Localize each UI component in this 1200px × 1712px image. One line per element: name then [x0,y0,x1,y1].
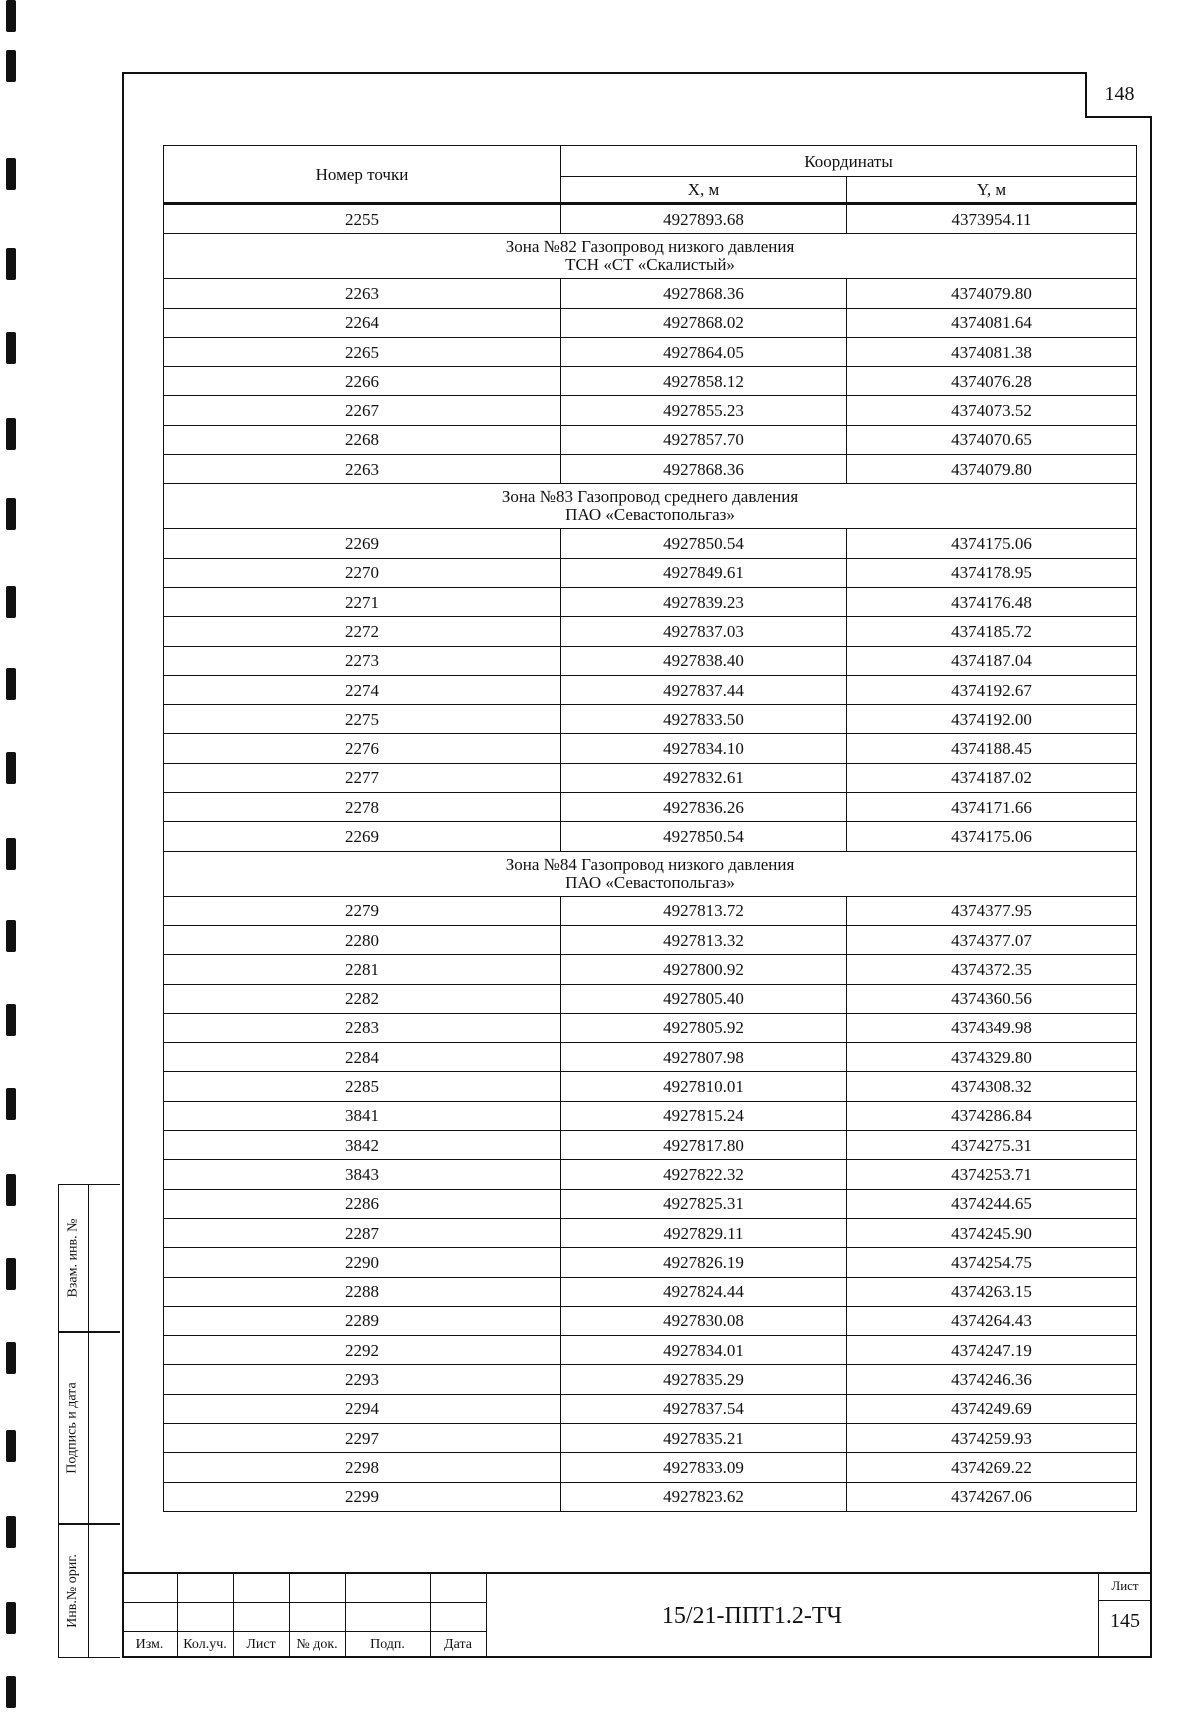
y-coordinate-cell: 4373954.11 [847,204,1137,234]
header-coordinates: Координаты [561,146,1137,177]
y-coordinate-cell: 4374079.80 [847,455,1137,484]
y-coordinate-cell: 4374176.48 [847,587,1137,616]
point-number-cell: 2276 [164,734,561,763]
zone-row [164,484,1137,529]
binder-mark [6,838,16,870]
x-coordinate-cell: 4927868.36 [561,455,847,484]
y-coordinate-cell: 4374076.28 [847,367,1137,396]
x-coordinate-cell: 4927822.32 [561,1160,847,1189]
top-page-number: 148 [1085,72,1152,118]
y-coordinate-cell: 4374185.72 [847,617,1137,646]
table-row [164,675,1137,704]
x-coordinate-cell: 4927823.62 [561,1482,847,1511]
caption-kol-uch: Кол.уч. [183,1637,227,1652]
table-row [164,646,1137,675]
x-coordinate-cell: 4927858.12 [561,367,847,396]
table-row [164,529,1137,558]
table-row [164,1218,1137,1247]
x-coordinate-cell: 4927855.23 [561,396,847,425]
table-row [164,308,1137,337]
point-number-cell: 2294 [164,1394,561,1423]
title-block [122,1572,1152,1658]
point-number-cell: 2292 [164,1336,561,1365]
table-row [164,587,1137,616]
table-row [164,1131,1137,1160]
y-coordinate-cell: 4374377.95 [847,896,1137,925]
x-coordinate-cell: 4927857.70 [561,425,847,454]
y-coordinate-cell: 4374254.75 [847,1248,1137,1277]
binder-mark [6,1516,16,1548]
point-number-cell: 2290 [164,1248,561,1277]
table-row [164,396,1137,425]
y-coordinate-cell: 4374070.65 [847,425,1137,454]
x-coordinate-cell: 4927838.40 [561,646,847,675]
header-point-number: Номер точки [164,146,561,204]
x-coordinate-cell: 4927805.92 [561,1013,847,1042]
y-coordinate-cell: 4374247.19 [847,1336,1137,1365]
x-coordinate-cell: 4927829.11 [561,1218,847,1247]
table-row [164,1482,1137,1511]
x-coordinate-cell: 4927868.36 [561,279,847,308]
point-number-cell: 3842 [164,1131,561,1160]
y-coordinate-cell: 4374329.80 [847,1043,1137,1072]
point-number-cell: 2287 [164,1218,561,1247]
point-number-cell: 3843 [164,1160,561,1189]
x-coordinate-cell: 4927864.05 [561,337,847,366]
point-number-cell: 2267 [164,396,561,425]
header-y: Y, м [847,177,1137,204]
x-coordinate-cell: 4927832.61 [561,763,847,792]
point-number-cell: 2289 [164,1306,561,1335]
side-label-podpis: Подпись и дата [65,1382,81,1474]
y-coordinate-cell: 4374079.80 [847,279,1137,308]
y-coordinate-cell: 4374308.32 [847,1072,1137,1101]
zone-heading [164,484,1137,529]
table-row [164,734,1137,763]
zone-heading-line: Зона №84 Газопровод низкого давления [505,854,795,874]
x-coordinate-cell: 4927815.24 [561,1101,847,1130]
point-number-cell: 2269 [164,529,561,558]
table-row [164,925,1137,954]
table-row [164,1101,1137,1130]
y-coordinate-cell: 4374192.00 [847,705,1137,734]
caption-data: Дата [444,1637,472,1652]
binder-mark [6,248,16,280]
table-row [164,1013,1137,1042]
binder-mark [6,1676,16,1708]
x-coordinate-cell: 4927813.32 [561,925,847,954]
table-row [164,1453,1137,1482]
y-coordinate-cell: 4374188.45 [847,734,1137,763]
table-row [164,984,1137,1013]
y-coordinate-cell: 4374349.98 [847,1013,1137,1042]
binder-mark [6,50,16,82]
binder-mark [6,1342,16,1374]
y-coordinate-cell: 4374253.71 [847,1160,1137,1189]
x-coordinate-cell: 4927800.92 [561,955,847,984]
x-coordinate-cell: 4927837.44 [561,675,847,704]
y-coordinate-cell: 4374081.64 [847,308,1137,337]
point-number-cell: 2263 [164,455,561,484]
table-row [164,1072,1137,1101]
point-number-cell: 2266 [164,367,561,396]
x-coordinate-cell: 4927835.21 [561,1423,847,1452]
y-coordinate-cell: 4374267.06 [847,1482,1137,1511]
point-number-cell: 2293 [164,1365,561,1394]
x-coordinate-cell: 4927833.09 [561,1453,847,1482]
binder-mark [6,1174,16,1206]
binder-mark [6,668,16,700]
table-row [164,1277,1137,1306]
point-number-cell: 2270 [164,558,561,587]
table-row [164,1306,1137,1335]
binder-mark [6,0,16,32]
x-coordinate-cell: 4927817.80 [561,1131,847,1160]
binder-mark [6,332,16,364]
zone-heading-line: Зона №83 Газопровод среднего давления [501,487,799,507]
point-number-cell: 2275 [164,705,561,734]
y-coordinate-cell: 4374275.31 [847,1131,1137,1160]
point-number-cell: 2288 [164,1277,561,1306]
table-row [164,558,1137,587]
zone-heading-line: ПАО «Севастопольгаз» [565,872,735,892]
point-number-cell: 2281 [164,955,561,984]
table-row [164,1365,1137,1394]
table-row [164,1160,1137,1189]
x-coordinate-cell: 4927893.68 [561,204,847,234]
zone-heading-line: Зона №82 Газопровод низкого давления [505,237,795,257]
y-coordinate-cell: 4374259.93 [847,1423,1137,1452]
table-row [164,1043,1137,1072]
binder-mark [6,498,16,530]
point-number-cell: 2269 [164,822,561,851]
table-row [164,455,1137,484]
point-number-cell: 2273 [164,646,561,675]
binder-mark [6,418,16,450]
x-coordinate-cell: 4927837.03 [561,617,847,646]
y-coordinate-cell: 4374192.67 [847,675,1137,704]
y-coordinate-cell: 4374081.38 [847,337,1137,366]
x-coordinate-cell: 4927834.01 [561,1336,847,1365]
y-coordinate-cell: 4374286.84 [847,1101,1137,1130]
x-coordinate-cell: 4927805.40 [561,984,847,1013]
x-coordinate-cell: 4927835.29 [561,1365,847,1394]
point-number-cell: 2284 [164,1043,561,1072]
table-row [164,617,1137,646]
point-number-cell: 2277 [164,763,561,792]
zone-row [164,851,1137,896]
point-number-cell: 2274 [164,675,561,704]
table-row [164,822,1137,851]
point-number-cell: 2272 [164,617,561,646]
y-coordinate-cell: 4374171.66 [847,793,1137,822]
y-coordinate-cell: 4374360.56 [847,984,1137,1013]
document-code: 15/21-ППТ1.2-ТЧ [661,1602,843,1629]
table-row [164,1336,1137,1365]
header-x: X, м [561,177,847,204]
table-row [164,204,1137,234]
x-coordinate-cell: 4927825.31 [561,1189,847,1218]
y-coordinate-cell: 4374175.06 [847,529,1137,558]
y-coordinate-cell: 4374246.36 [847,1365,1137,1394]
table-row [164,955,1137,984]
point-number-cell: 2279 [164,896,561,925]
binder-mark [6,1004,16,1036]
y-coordinate-cell: 4374178.95 [847,558,1137,587]
point-number-cell: 2278 [164,793,561,822]
x-coordinate-cell: 4927839.23 [561,587,847,616]
point-number-cell: 2255 [164,204,561,234]
y-coordinate-cell: 4374264.43 [847,1306,1137,1335]
binder-mark [6,1258,16,1290]
zone-heading [164,234,1137,279]
y-coordinate-cell: 4374175.06 [847,822,1137,851]
point-number-cell: 2268 [164,425,561,454]
point-number-cell: 2265 [164,337,561,366]
x-coordinate-cell: 4927824.44 [561,1277,847,1306]
x-coordinate-cell: 4927850.54 [561,822,847,851]
point-number-cell: 2283 [164,1013,561,1042]
binder-mark [6,1602,16,1634]
coordinates-table [163,145,1137,1512]
point-number-cell: 2282 [164,984,561,1013]
table-row [164,1189,1137,1218]
x-coordinate-cell: 4927813.72 [561,896,847,925]
sheet-label: Лист [1111,1578,1139,1593]
y-coordinate-cell: 4374073.52 [847,396,1137,425]
table-row [164,705,1137,734]
table-row [164,896,1137,925]
table-row [164,337,1137,366]
zone-row [164,234,1137,279]
x-coordinate-cell: 4927810.01 [561,1072,847,1101]
table-row [164,793,1137,822]
point-number-cell: 2297 [164,1423,561,1452]
x-coordinate-cell: 4927833.50 [561,705,847,734]
table-row [164,367,1137,396]
y-coordinate-cell: 4374249.69 [847,1394,1137,1423]
side-label-inv-orig: Инв.№ ориг. [65,1554,81,1628]
caption-izm: Изм. [135,1637,164,1652]
zone-heading-line: ТСН «СТ «Скалистый» [565,255,735,275]
binder-mark [6,752,16,784]
table-row [164,1394,1137,1423]
table-row [164,1248,1137,1277]
x-coordinate-cell: 4927850.54 [561,529,847,558]
zone-heading-line: ПАО «Севастопольгаз» [565,505,735,525]
y-coordinate-cell: 4374244.65 [847,1189,1137,1218]
point-number-cell: 2264 [164,308,561,337]
zone-heading [164,851,1137,896]
y-coordinate-cell: 4374187.04 [847,646,1137,675]
side-divider [88,1184,89,1658]
sheet-number: 145 [1110,1610,1140,1632]
x-coordinate-cell: 4927836.26 [561,793,847,822]
x-coordinate-cell: 4927849.61 [561,558,847,587]
binder-mark [6,586,16,618]
caption-doc-number: № док. [296,1637,338,1652]
binder-mark [6,1088,16,1120]
y-coordinate-cell: 4374372.35 [847,955,1137,984]
table-row [164,279,1137,308]
binder-mark [6,1430,16,1462]
side-label-vzam: Взам. инв. № [65,1218,80,1298]
table-row [164,763,1137,792]
point-number-cell: 2271 [164,587,561,616]
caption-list: Лист [246,1637,276,1652]
table-row [164,425,1137,454]
point-number-cell: 2280 [164,925,561,954]
x-coordinate-cell: 4927868.02 [561,308,847,337]
x-coordinate-cell: 4927807.98 [561,1043,847,1072]
x-coordinate-cell: 4927830.08 [561,1306,847,1335]
y-coordinate-cell: 4374187.02 [847,763,1137,792]
y-coordinate-cell: 4374263.15 [847,1277,1137,1306]
point-number-cell: 2285 [164,1072,561,1101]
point-number-cell: 2263 [164,279,561,308]
table-body [164,204,1137,1512]
point-number-cell: 2299 [164,1482,561,1511]
y-coordinate-cell: 4374269.22 [847,1453,1137,1482]
y-coordinate-cell: 4374377.07 [847,925,1137,954]
x-coordinate-cell: 4927837.54 [561,1394,847,1423]
point-number-cell: 2298 [164,1453,561,1482]
binder-mark [6,920,16,952]
y-coordinate-cell: 4374245.90 [847,1218,1137,1247]
caption-podp: Подп. [370,1637,405,1652]
x-coordinate-cell: 4927834.10 [561,734,847,763]
point-number-cell: 2286 [164,1189,561,1218]
table-row [164,1423,1137,1452]
point-number-cell: 3841 [164,1101,561,1130]
x-coordinate-cell: 4927826.19 [561,1248,847,1277]
binder-mark [6,158,16,190]
